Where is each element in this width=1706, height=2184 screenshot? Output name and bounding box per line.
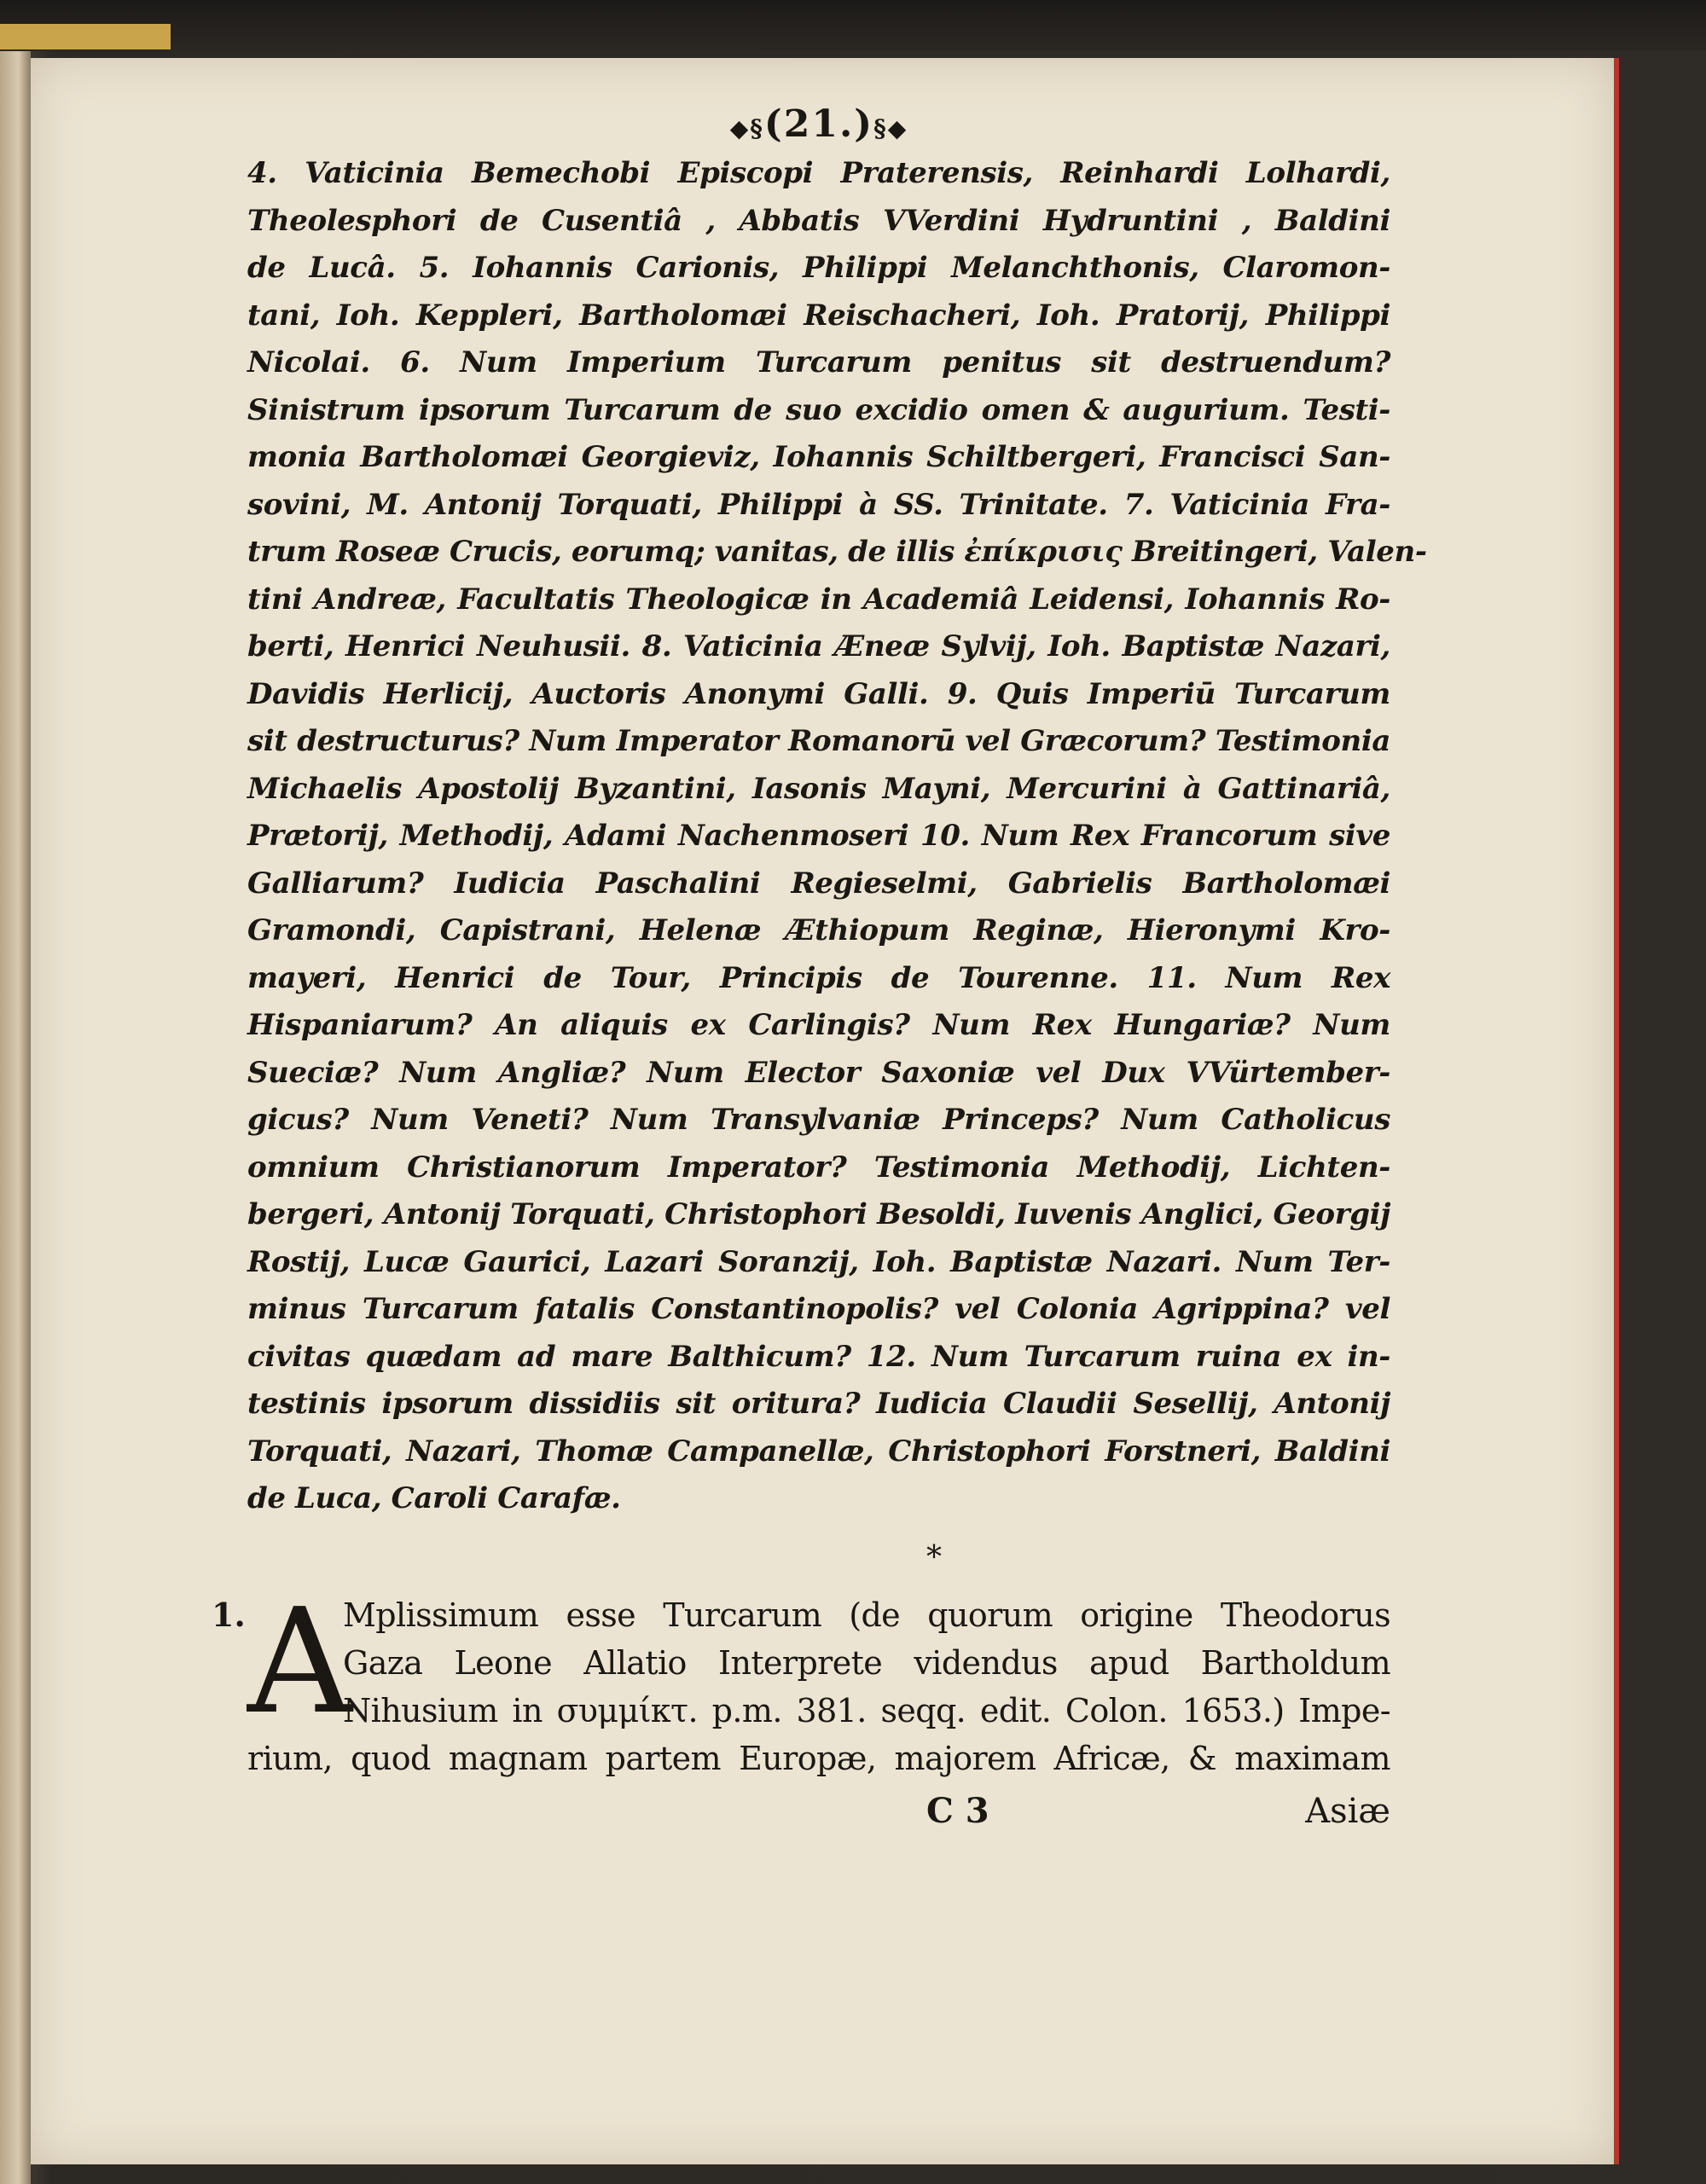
facing-page-edge	[0, 51, 31, 2184]
summary-line: omnium Christianorum Imperator? Testimonia Methodij, Lichten-	[247, 1150, 1390, 1185]
summary-line: sovini, M. Antonij Torquati, Philippi à SS. Trinitate. 7. Vaticinia Fra-	[247, 487, 1390, 522]
summary-line: tani, Ioh. Keppleri, Bartholomæi Reischacheri, Ioh. Pratorij, Philippi	[247, 298, 1390, 333]
ornament-right-icon: §◆	[873, 114, 908, 142]
paragraph-number: 1.	[212, 1595, 246, 1634]
catchword: Asiæ	[1305, 1791, 1390, 1831]
summary-line: gicus? Num Veneti? Num Transylvaniæ Princeps? Num Catholicus	[247, 1103, 1390, 1137]
page-footer	[247, 1786, 1390, 1837]
summary-line: trum Roseæ Crucis, eorumq; vanitas, de illis ἐπίκρισις Breitingeri, Valen-	[247, 535, 1427, 569]
paragraph-text	[247, 1577, 1390, 1782]
summary-line: de Luca, Caroli Carafæ.	[247, 1481, 621, 1515]
summary-line: 4. Vaticinia Bemechobi Episcopi Praterensis, Reinhardi Lolhardi,	[247, 156, 1390, 190]
color-tab	[0, 24, 171, 49]
summary-line: Hispaniarum? An aliquis ex Carlingis? Num Rex Hungariæ? Num	[247, 1008, 1390, 1042]
summary-line: minus Turcarum fatalis Constantinopolis? vel Colonia Agrippina? vel	[247, 1292, 1390, 1326]
summary-line: monia Bartholomæi Georgieviz, Iohannis Schiltbergeri, Francisci San-	[247, 440, 1390, 474]
summary-line: tini Andreæ, Facultatis Theologicæ in Academiâ Leidensi, Iohannis Ro-	[247, 582, 1390, 617]
summary-line: de Lucâ. 5. Iohannis Carionis, Philippi Melanchthonis, Claromon-	[247, 251, 1390, 285]
signature-mark: C 3	[926, 1790, 989, 1831]
summary-line: mayeri, Henrici de Tour, Principis de Tourenne. 11. Num Rex	[247, 960, 1390, 995]
page-number: (21.)	[763, 102, 874, 146]
summary-line: bergeri, Antonij Torquati, Christophori Besoldi, Iuvenis Anglici, Georgij	[247, 1197, 1390, 1231]
body-line: rium, quod magnam partem Europæ, majorem Africæ, & maximam	[247, 1739, 1390, 1777]
ornament-left-icon: ◆§	[729, 114, 764, 142]
summary-line: Davidis Herlicij, Auctoris Anonymi Galli. 9. Quis Imperiū Turcarum	[247, 676, 1390, 711]
summary-line: berti, Henrici Neuhusii. 8. Vaticinia Æneæ Sylvij, Ioh. Baptistæ Nazari,	[247, 629, 1390, 663]
summary-line: Sinistrum ipsorum Turcarum de suo excidio omen & augurium. Testi-	[247, 392, 1390, 427]
body-line: Nihusium in συμμίκτ. p.m. 381. seqq. edit. Colon. 1653.) Impe-	[343, 1691, 1390, 1729]
first-paragraph	[212, 1577, 1390, 1782]
summary-line: testinis ipsorum dissidiis sit oritura? Iudicia Claudii Sesellij, Antonij	[247, 1387, 1390, 1421]
summary-line: civitas quædam ad mare Balthicum? 12. Num Turcarum ruina ex in-	[247, 1339, 1390, 1374]
summary-line: Sueciæ? Num Angliæ? Num Elector Saxoniæ vel Dux VVürtember-	[247, 1055, 1390, 1090]
page-header	[247, 99, 1390, 150]
drop-cap: A	[247, 1577, 352, 1747]
summary-line: Nicolai. 6. Num Imperium Turcarum penitus sit destruendum?	[247, 345, 1390, 379]
book-edge-top	[0, 0, 1706, 51]
summary-line: Theolesphori de Cusentiâ , Abbatis VVerdini Hydruntini , Baldini	[247, 203, 1390, 238]
summary-line: Galliarum? Iudicia Paschalini Regieselmi, Gabrielis Bartholomæi	[247, 866, 1390, 901]
summary-line: Prætorij, Methodij, Adami Nachenmoseri 10. Num Rex Francorum sive	[247, 819, 1390, 853]
body-line: Mplissimum esse Turcarum (de quorum origine Theodorus	[343, 1596, 1390, 1634]
summary-line: sit destructurus? Num Imperator Romanorū vel Græcorum? Testimonia	[247, 724, 1390, 758]
chapter-summary	[247, 150, 1427, 1523]
summary-line: Gramondi, Capistrani, Helenæ Æthiopum Reginæ, Hieronymi Kro-	[247, 913, 1390, 947]
summary-line: Rostij, Lucæ Gaurici, Lazari Soranzij, Ioh. Baptistæ Nazari. Num Ter-	[247, 1244, 1390, 1279]
page-content	[212, 99, 1427, 1837]
summary-line: Torquati, Nazari, Thomæ Campanellæ, Christophori Forstneri, Baldini	[247, 1434, 1390, 1469]
section-asterisk: *	[926, 1539, 942, 1575]
body-line: Gaza Leone Allatio Interprete videndus apud Bartholdum	[343, 1643, 1390, 1682]
summary-line: Michaelis Apostolij Byzantini, Iasonis Mayni, Mercurini à Gattinariâ,	[247, 771, 1390, 806]
